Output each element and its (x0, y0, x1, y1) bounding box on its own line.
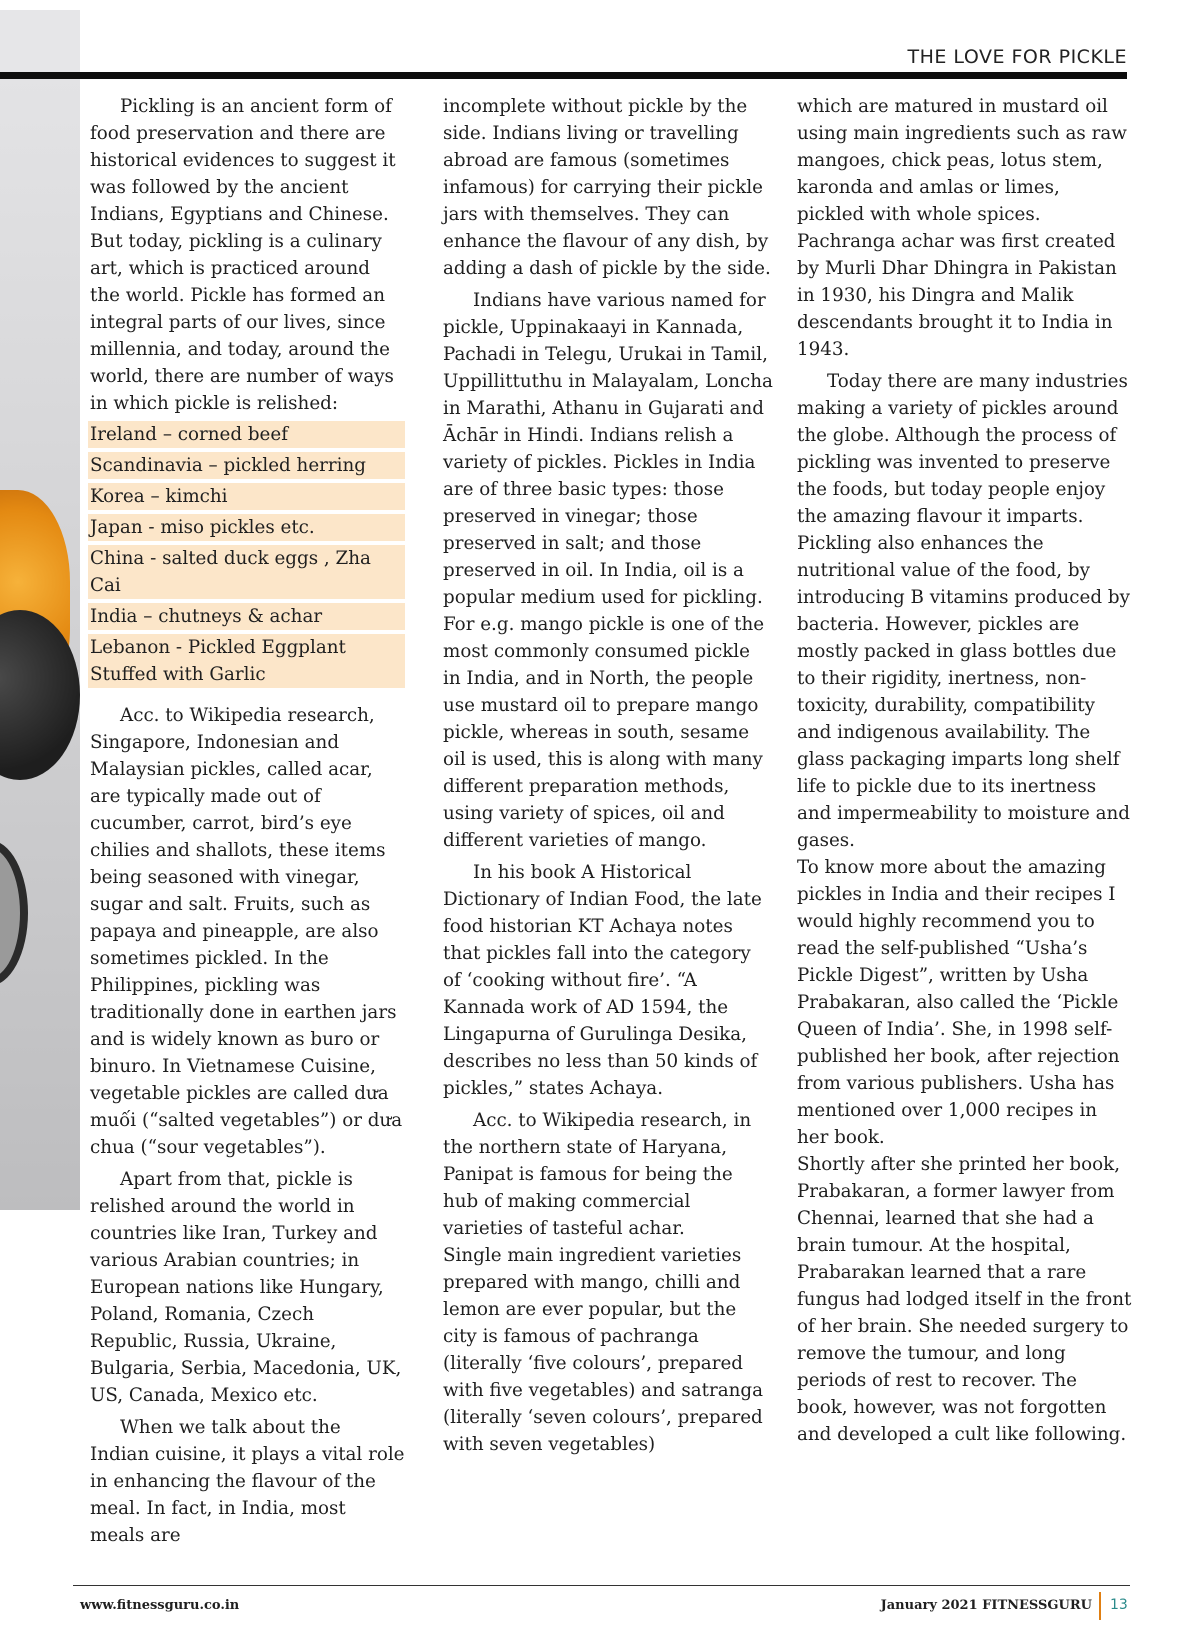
paragraph: Indians have various named for pickle, Uppinakaayi in Kannada, Pachadi in Telegu, Urukai in Tamil, Uppillittuthu in Malayalam, Loncha in Marathi, Athanu in Gujarati and Āchār in Hindi. Indians relish a variety of pickles. Pickles in India are of three basic types: those preserved in vinegar; those preserved in salt; and those preserved in oil. In India, oil is a popular medium used for pickling. For e.g. mango pickle is one of the most commonly consumed pickle in India, and in North, the people use mustard oil to prepare mango pickle, whereas in south, sesame oil is used, this is along with many different preparation methods, using variety of spices, oil and different varieties of mango. (443, 290, 773, 851)
footer-issue: January 2021 FITNESSGURU (880, 1598, 1092, 1613)
list-item: Ireland – corned beef (88, 421, 405, 448)
paragraph: Single main ingredient varieties prepared with mango, chilli and lemon are ever popular, but the city is famous of pachranga (literally ‘five colours’, prepared with five vegetables) and satranga (literally ‘seven colours’, prepared with seven vegetables) (443, 1245, 764, 1455)
country-pickle-list (90, 421, 405, 688)
column-3 (797, 93, 1132, 1448)
paragraph: In his book A Historical Dictionary of Indian Food, the late food historian KT Achaya notes that pickles fall into the category of ‘cooking without fire’. “A Kannada work of AD 1594, the Lingapurna of Gurulinga Desika, describes no less than 50 kinds of pickles,” states Achaya. (443, 862, 762, 1099)
list-item: Korea – kimchi (88, 483, 405, 510)
list-item: Scandinavia – pickled herring (88, 452, 405, 479)
paragraph: Pickling is an ancient form of food preservation and there are historical evidences to suggest it was followed by the ancient Indians, Egyptians and Chinese. But today, pickling is a culinary art, which is practiced around the world. Pickle has formed an integral parts of our lives, since millennia, and today, around the world, there are number of ways in which pickle is relished: (90, 96, 396, 414)
list-item: Lebanon - Pickled Eggplant Stuffed with Garlic (88, 634, 405, 688)
page-number: 13 (1110, 1597, 1128, 1613)
footer-separator (1099, 1592, 1101, 1620)
paragraph: To know more about the amazing pickles in India and their recipes I would highly recommend you to read the self-published “Usha’s Pickle Digest”, written by Usha Prabakaran, also called the ‘Pickle Queen of India’. She, in 1998 self-published her book, after rejection from various publishers. Usha has mentioned over 1,000 recipes in her book. (797, 857, 1120, 1148)
paragraph: Acc. to Wikipedia research, Singapore, Indonesian and Malaysian pickles, called acar, are typically made out of cucumber, carrot, bird’s eye chilies and shallots, these items being seasoned with vinegar, sugar and salt. Fruits, such as papaya and pineapple, are also sometimes pickled. In the Philippines, pickling was traditionally done in earthen jars and is widely known as buro or binuro. In Vietnamese Cuisine, vegetable pickles are called dưa muối (“salted vegetables”) or dưa chua (“sour vegetables”). (90, 705, 403, 1158)
footer-website: www.fitnessguru.co.in (80, 1598, 240, 1613)
paragraph: Shortly after she printed her book, Prabakaran, a former lawyer from Chennai, learned that she had a brain tumour. At the hospital, Prabarakan learned that a rare fungus had lodged itself in the front of her brain. She needed surgery to remove the tumour, and long periods of rest to recover. The book, however, was not forgotten and developed a cult like following. (797, 1154, 1132, 1445)
list-item: China - salted duck eggs , Zha Cai (88, 545, 405, 599)
paragraph: which are matured in mustard oil using main ingredients such as raw mangoes, chick peas, lotus stem, karonda and amlas or limes, pickled with whole spices. Pachranga achar was first created by Murli Dhar Dhingra in Pakistan in 1930, his Dingra and Malik descendants brought it to India in 1943. (797, 96, 1127, 360)
section-title: THE LOVE FOR PICKLE (907, 46, 1127, 68)
paragraph: Today there are many industries making a variety of pickles around the globe. Although the process of pickling was invented to preserve the foods, but today people enjoy the amazing flavour it imparts. Pickling also enhances the nutritional value of the food, by introducing B vitamins produced by bacteria. However, pickles are mostly packed in glass bottles due to their rigidity, inertness, non-toxicity, durability, compatibility and indigenous availability. The glass packaging imparts long shelf life to pickle due to its inertness and impermeability to moisture and gases. (797, 371, 1131, 851)
food-photo (0, 10, 80, 1210)
paragraph: incomplete without pickle by the side. Indians living or travelling abroad are famous (sometimes infamous) for carrying their pickle jars with themselves. They can enhance the flavour of any dish, by adding a dash of pickle by the side. (443, 96, 771, 279)
header-rule (0, 72, 1127, 79)
list-item: India – chutneys & achar (88, 603, 405, 630)
paragraph: Apart from that, pickle is relished around the world in countries like Iran, Turkey and various Arabian countries; in European nations like Hungary, Poland, Romania, Czech Republic, Russia, Ukraine, Bulgaria, Serbia, Macedonia, UK, US, Canada, Mexico etc. (90, 1169, 402, 1406)
paragraph: When we talk about the Indian cuisine, it plays a vital role in enhancing the flavour of the meal. In fact, in India, most meals are (90, 1417, 405, 1546)
column-2 (443, 93, 773, 1458)
paragraph: Acc. to Wikipedia research, in the northern state of Haryana, Panipat is famous for being the hub of making commercial varieties of tasteful achar. (443, 1110, 752, 1239)
list-item: Japan - miso pickles etc. (88, 514, 405, 541)
footer-rule (73, 1585, 1130, 1586)
column-1 (90, 93, 405, 1549)
